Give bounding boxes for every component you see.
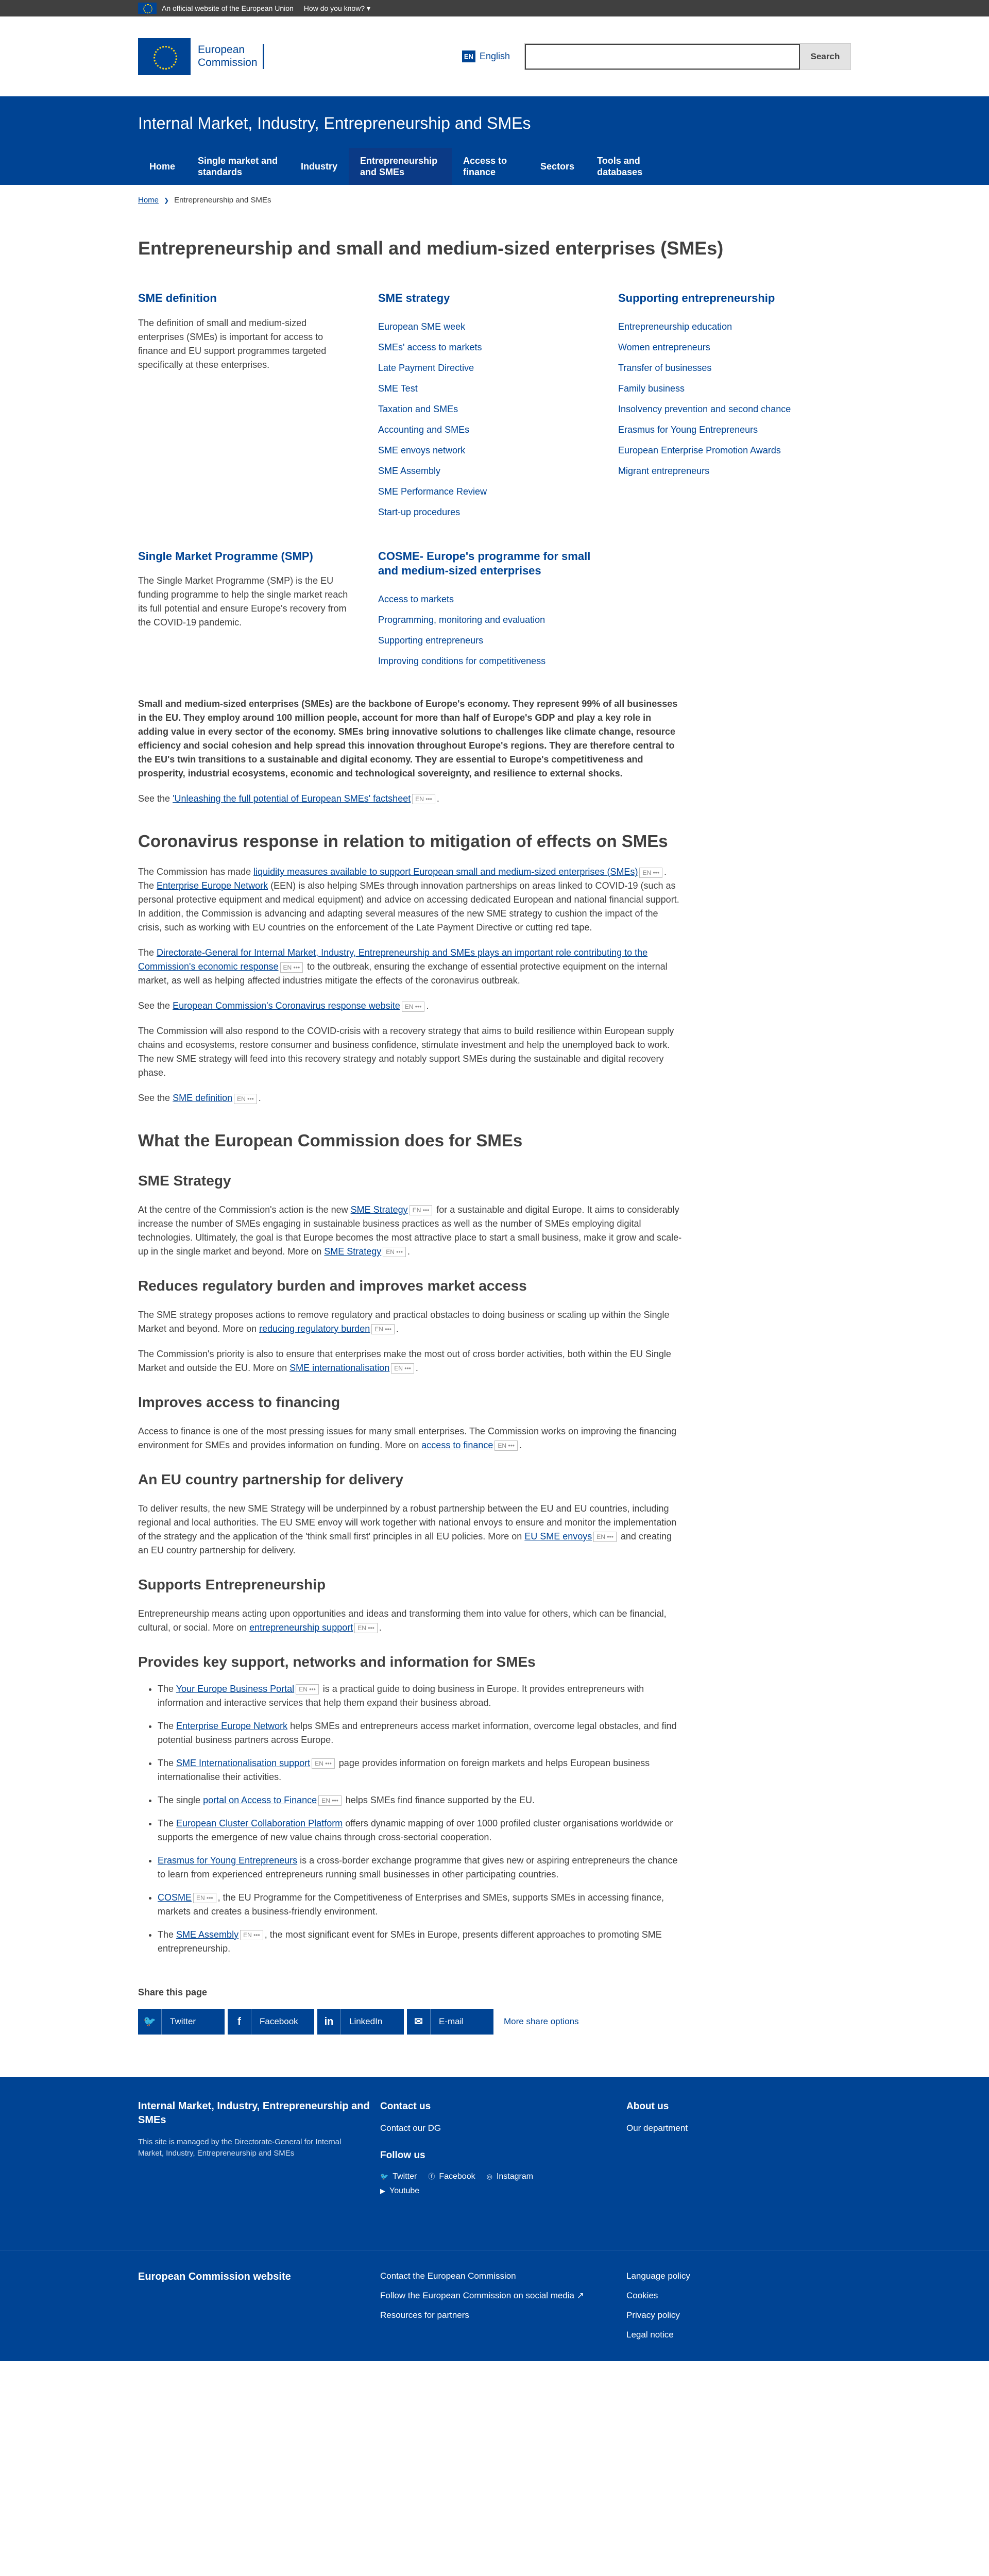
een-link[interactable]: Enterprise Europe Network (176, 1720, 288, 1731)
cosme-list (378, 589, 618, 671)
how-do-you-know-link[interactable]: How do you know? ▾ (303, 4, 371, 12)
eu-flag-icon (138, 3, 157, 14)
sme-strategy-heading: SME Strategy (138, 1172, 231, 1189)
footer-managed-text: This site is managed by the Directorate-General for Internal Market, Industry, Entrepreneurship and SMEs (138, 2137, 342, 2158)
footer-link[interactable]: Follow the European Commission on social media ↗ (380, 2290, 584, 2300)
nav-item-industry[interactable]: Industry (301, 161, 338, 172)
key-support-heading: Provides key support, networks and information for SMEs (138, 1653, 536, 1670)
partnership-heading: An EU country partnership for delivery (138, 1471, 403, 1487)
language-tag: EN ••• (193, 1893, 216, 1903)
language-selector[interactable] (462, 49, 510, 63)
share-bar (138, 2009, 851, 2035)
ec-logo[interactable] (138, 38, 264, 75)
supports-entrepreneurship-heading: Supports Entrepreneurship (138, 1576, 326, 1592)
corona-paragraph-2: The Directorate-General for Internal Market, Industry, Entrepreneurship and SMEs plays an important role contributing to the Commission's economic response EN ••• to the outbreak, ensuring the exchange of essential protective equipment on the internal market, as well as helping affected industries mitigate the effects of the coronavirus outbreak. (138, 947, 668, 986)
supports-paragraph: Entrepreneurship means acting upon opportunities and ideas and transforming them into value for others, which can be financial, cultural, or social. More on entrepreneurship support EN ••• . (138, 1608, 667, 1633)
footer-youtube-link[interactable]: ▶ Youtube (380, 2186, 420, 2195)
supporting-link[interactable]: European Enterprise Promotion Awards (618, 445, 781, 455)
cosme-link[interactable]: COSME (158, 1892, 192, 1903)
language-tag: EN ••• (494, 1440, 518, 1451)
coronavirus-heading: Coronavirus response in relation to mitigation of effects on SMEs (138, 831, 668, 851)
linkedin-icon: in (317, 2009, 341, 2035)
sme-definition-text: The definition of small and medium-sized enterprises (SMEs) is important for access to finance and EU support programmes targeted specifically at these enterprises. (138, 317, 327, 370)
supporting-list (618, 316, 851, 481)
factsheet-paragraph: See the 'Unleashing the full potential of European SMEs' factsheet EN ••• . (138, 793, 439, 804)
regulatory-burden-link[interactable]: reducing regulatory burden (259, 1323, 370, 1334)
main-navigation (138, 148, 851, 185)
cosme-link[interactable]: Access to markets (378, 594, 454, 604)
sme-strategy-link[interactable]: SME Test (378, 383, 418, 394)
supporting-link[interactable]: Entrepreneurship education (618, 321, 732, 332)
corona-paragraph-5: See the SME definition EN ••• . (138, 1093, 261, 1104)
finance-portal-link[interactable]: portal on Access to Finance (203, 1794, 317, 1805)
list-item: • The Enterprise Europe Network helps SMEs and entrepreneurs access market information, overcome legal obstacles, and find potential business partners across Europe. (158, 1719, 684, 1747)
footer-link[interactable]: Resources for partners (380, 2310, 469, 2320)
language-label: English (479, 51, 510, 61)
sme-strategy-more-link[interactable]: SME Strategy (324, 1246, 382, 1257)
site-title: Internal Market, Industry, Entrepreneurship and SMEs (138, 114, 531, 132)
nav-item-tools[interactable]: Tools and databases (597, 155, 643, 177)
list-item: • The European Cluster Collaboration Platform offers dynamic mapping of over 1000 profiled cluster organisations worldwide or supports the emergence of new value chains through cross-sectorial cooperation. (158, 1817, 684, 1844)
footer-link[interactable]: Cookies (626, 2290, 658, 2300)
language-tag: EN ••• (240, 1930, 263, 1940)
sme-strategy-card (378, 291, 618, 522)
sme-strategy-link[interactable]: SME Performance Review (378, 486, 487, 497)
nav-item-entrepreneurship[interactable]: Entrepreneurship and SMEs (349, 148, 452, 185)
supporting-link[interactable]: Erasmus for Young Entrepreneurs (618, 424, 758, 435)
footer-ec-website-link[interactable]: European Commission website (138, 2270, 291, 2282)
smp-title[interactable]: Single Market Programme (SMP) (138, 549, 313, 563)
site-banner (0, 96, 989, 185)
sme-definition-card (138, 291, 378, 522)
footer-contact-title: Contact us (380, 2100, 431, 2112)
language-tag: EN ••• (312, 1758, 335, 1769)
footer-twitter-link[interactable]: 🐦 Twitter (380, 2172, 417, 2181)
more-share-options-link[interactable]: More share options (504, 2016, 579, 2027)
site-header (0, 16, 989, 96)
facebook-icon: f (228, 2009, 251, 2035)
language-tag: EN ••• (402, 1002, 425, 1012)
supporting-entrepreneurship-title[interactable]: Supporting entrepreneurship (618, 292, 775, 304)
key-support-list (138, 1682, 684, 1956)
list-item: • The single portal on Access to Finance EN ••• helps SMEs find finance supported by the EU. (158, 1793, 684, 1807)
nav-item-access-to-finance[interactable]: Access to finance (463, 155, 507, 177)
supporting-link[interactable]: Migrant entrepreneurs (618, 465, 710, 476)
footer-site-title[interactable]: Internal Market, Industry, Entrepreneurship and SMEs (138, 2100, 370, 2126)
list-item: • Erasmus for Young Entrepreneurs is a cross-border exchange programme that gives new or aspiring entrepreneurs the chance to learn from experienced entrepreneurs running small businesses in other participating countries. (158, 1854, 684, 1882)
share-title: Share this page (138, 1987, 208, 1997)
footer-about-link[interactable]: Our department (626, 2123, 688, 2133)
cosme-link[interactable]: Improving conditions for competitiveness (378, 655, 546, 666)
search-input[interactable] (525, 44, 800, 70)
your-europe-link[interactable]: Your Europe Business Portal (176, 1683, 295, 1694)
youtube-icon: ▶ (380, 2187, 385, 2195)
footer-social-links (380, 2171, 555, 2197)
language-tag: EN ••• (318, 1795, 342, 1806)
language-tag: EN ••• (354, 1623, 378, 1633)
cosme-link[interactable]: Supporting entrepreneurs (378, 635, 484, 646)
list-item: • The Your Europe Business Portal EN ••• is a practical guide to doing business in Europe. It provides entrepreneurs with information and interactive services that help them expand their business abroad. (158, 1682, 684, 1710)
share-linkedin-button[interactable]: in LinkedIn (317, 2009, 404, 2035)
list-item: • The SME Internationalisation support EN ••• page provides information on foreign markets and helps European business internationalise their activities. (158, 1756, 684, 1784)
regulatory-heading: Reduces regulatory burden and improves market access (138, 1277, 527, 1294)
supporting-link[interactable]: Women entrepreneurs (618, 342, 710, 352)
footer-link[interactable]: Legal notice (626, 2330, 674, 2340)
language-tag: EN ••• (410, 1205, 433, 1215)
internationalisation-link[interactable]: SME internationalisation (289, 1362, 390, 1373)
main-content (138, 185, 851, 2035)
sme-strategy-list (378, 316, 618, 522)
cosme-title[interactable]: COSME- Europe's programme for small and medium-sized enterprises (378, 549, 591, 578)
sme-envoys-link[interactable]: EU SME envoys (524, 1531, 592, 1541)
partnership-paragraph: To deliver results, the new SME Strategy will be underpinned by a robust partnership between the EU and EU countries, including regional and local authorities. The EU SME envoy will work together with national envoys to ensure and monitor the implementation of the strategy and the application of the 'think small first' principles in all EU policies. More on EU SME envoys EN ••• and creating an EU country partnership for delivery. (138, 1503, 677, 1555)
footer-facebook-link[interactable]: ⓕ Facebook (428, 2172, 475, 2181)
instagram-icon: ◎ (486, 2173, 492, 2181)
nav-item-home[interactable]: Home (149, 161, 176, 172)
footer-link[interactable]: Privacy policy (626, 2310, 680, 2320)
breadcrumb (138, 185, 851, 216)
sme-strategy-link[interactable]: European SME week (378, 321, 466, 332)
regulatory-paragraph-1: The SME strategy proposes actions to remove regulatory and practical obstacles to doing business or scaling up within the Single Market and beyond. More on reducing regulatory burden EN ••• . (138, 1309, 670, 1334)
intro-paragraph: Small and medium-sized enterprises (SMEs) are the backbone of Europe's economy. They represent 99% of all businesses in the EU. They employ around 100 million people, account for more than half of Europe's GDP and play a key role in adding value in every sector of the economy. SMEs bring innovative solutions to challenges like climate change, resource efficiency and social cohesion and help spread this innovation throughout Europe's regions. They are therefore central to the EU's twin transitions to a sustainable and digital economy. They are essential to Europe's competitiveness and prosperity, industrial ecosystems, economic and technological sovereignty, and resilience to external shocks. (138, 698, 678, 778)
cosme-link[interactable]: Programming, monitoring and evaluation (378, 614, 545, 625)
breadcrumb-current: Entrepreneurship and SMEs (174, 195, 271, 205)
sme-strategy-link[interactable]: SME Assembly (378, 465, 441, 476)
nav-item-sectors[interactable]: Sectors (540, 161, 575, 172)
what-commission-does-heading: What the European Commission does for SMEs (138, 1131, 523, 1150)
smp-card (138, 549, 378, 671)
breadcrumb-home[interactable]: Home (138, 195, 159, 205)
sme-strategy-link[interactable]: SMEs' access to markets (378, 342, 482, 352)
language-tag: EN ••• (412, 794, 435, 804)
chevron-down-icon: ▾ (366, 4, 371, 12)
corona-paragraph-3: See the European Commission's Coronavirus response website EN ••• . (138, 1001, 429, 1011)
footer-about-title: About us (626, 2100, 669, 2112)
supporting-link[interactable]: Family business (618, 383, 685, 394)
sme-strategy-link[interactable]: Taxation and SMEs (378, 403, 458, 414)
footer-follow-title: Follow us (380, 2150, 425, 2161)
language-tag: EN ••• (383, 1247, 406, 1257)
corona-paragraph-4: The Commission will also respond to the COVID-crisis with a recovery strategy that aims to build resilience within European supply chains and ecosystems, restore consumer and business confidence, stimulate investment and help the unemployed back to work. The new SME strategy will feed into this recovery strategy and notably support SMEs during the sustainable and digital recovery phase. (138, 1026, 674, 1078)
search-button[interactable]: Search (800, 44, 850, 70)
chevron-right-icon: ❯ (164, 197, 169, 204)
sme-strategy-link[interactable]: SME Strategy (350, 1204, 408, 1215)
supporting-entrepreneurship-card (618, 291, 851, 522)
sme-strategy-link[interactable]: Accounting and SMEs (378, 424, 470, 435)
share-twitter-button[interactable]: 🐦 Twitter (138, 2009, 225, 2035)
eu-official-bar (0, 0, 989, 16)
supporting-link[interactable]: Insolvency prevention and second chance (618, 403, 791, 414)
topic-grid (138, 291, 851, 522)
language-tag: EN ••• (296, 1684, 319, 1694)
smp-text: The Single Market Programme (SMP) is the EU funding programme to help the single market reach its full potential and ensure Europe's recovery from the COVID-19 pandemic. (138, 575, 348, 628)
footer-contact-link[interactable]: Contact our DG (380, 2123, 441, 2133)
financing-paragraph: Access to finance is one of the most pressing issues for many small enterprises. The Commission works on improving the financing environment for SMEs and provides information on funding. More on access to finance EN ••• . (138, 1426, 677, 1450)
share-email-button[interactable]: ✉ E-mail (407, 2009, 493, 2035)
internationalisation-support-link[interactable]: SME Internationalisation support (176, 1757, 311, 1768)
coronavirus-response-link[interactable]: European Commission's Coronavirus response website (173, 1001, 400, 1011)
erasmus-link[interactable]: Erasmus for Young Entrepreneurs (158, 1855, 298, 1866)
supporting-link[interactable]: Transfer of businesses (618, 362, 712, 373)
language-tag: EN ••• (280, 962, 303, 973)
dg-grow-response-link[interactable]: Directorate-General for Internal Market, Industry, Entrepreneurship and SMEs plays an important role contributing to the Commission's economic response (138, 947, 648, 972)
eu-official-text: An official website of the European Union (162, 4, 294, 12)
programme-grid (138, 549, 851, 671)
factsheet-link[interactable]: 'Unleashing the full potential of European SMEs' factsheet (173, 793, 411, 804)
list-item: • COSME EN ••• , the EU Programme for the Competitiveness of Enterprises and SMEs, supports SMEs in accessing finance, markets and creates a business-friendly environment. (158, 1891, 684, 1919)
search-box (524, 43, 851, 70)
external-link-icon: ↗ (576, 2290, 584, 2300)
sme-strategy-link[interactable]: Late Payment Directive (378, 362, 474, 373)
language-code-badge: EN (462, 50, 475, 63)
list-item: • The SME Assembly EN ••• , the most significant event for SMEs in Europe, presents different approaches to promoting SME entrepreneurship. (158, 1928, 684, 1956)
logo-text: European Commission (198, 44, 264, 69)
cluster-platform-link[interactable]: European Cluster Collaboration Platform (176, 1818, 343, 1828)
eu-flag-icon (138, 38, 191, 75)
footer-link[interactable]: Language policy (626, 2270, 690, 2281)
sme-definition-title[interactable]: SME definition (138, 292, 217, 304)
sme-assembly-link[interactable]: SME Assembly (176, 1929, 239, 1940)
email-icon: ✉ (407, 2009, 431, 2035)
footer-corporate (0, 2250, 989, 2361)
twitter-icon: 🐦 (138, 2009, 162, 2035)
page-title: Entrepreneurship and small and medium-sized enterprises (SMEs) (138, 238, 724, 259)
entrepreneurship-support-link[interactable]: entrepreneurship support (249, 1622, 353, 1633)
sme-strategy-paragraph: At the centre of the Commission's action is the new SME Strategy EN ••• for a sustainable and digital Europe. It aims to considerably increase the number of SMEs engaging in sustainable business practices as well as the number of SMEs employing digital technologies. Ultimately, the goal is that Europe becomes the most attractive place to start a small business, make it grow and scale-up in the single market and beyond. More on SME Strategy EN ••• . (138, 1204, 682, 1257)
language-tag: EN ••• (234, 1094, 257, 1104)
sme-strategy-title[interactable]: SME strategy (378, 292, 450, 304)
language-tag: EN ••• (593, 1532, 617, 1542)
sme-strategy-link[interactable]: SME envoys network (378, 445, 466, 455)
cosme-card (378, 549, 618, 671)
liquidity-measures-link[interactable]: liquidity measures available to support European small and medium-sized enterprises (SMEs) (253, 867, 638, 877)
corona-paragraph-1: The Commission has made liquidity measures available to support European small and medium-sized enterprises (SMEs) EN ••• . The Enterprise Europe Network (EEN) is also helping SMEs through innovation partnerships on areas linked to COVID-19 (such as personal protective equipment and medical equipment) and advice on accessing dedicated European and national financial support. In addition, the Commission is advancing and adapting several measures of the new SME strategy to cushion the impact of the crisis, such as working with EU countries on the enforcement of the Late Payment Directive or cutting red tape. (138, 867, 679, 933)
nav-item-single-market[interactable]: Single market and standards (198, 155, 278, 177)
twitter-icon: 🐦 (380, 2173, 389, 2181)
share-facebook-button[interactable]: f Facebook (228, 2009, 314, 2035)
sme-definition-link[interactable]: SME definition (173, 1093, 233, 1104)
footer-link[interactable]: Contact the European Commission (380, 2270, 516, 2281)
een-link[interactable]: Enterprise Europe Network (157, 880, 268, 891)
language-tag: EN ••• (639, 868, 662, 878)
footer-site (0, 2077, 989, 2250)
footer-instagram-link[interactable]: ◎ Instagram (486, 2172, 534, 2181)
language-tag: EN ••• (371, 1324, 395, 1334)
financing-heading: Improves access to financing (138, 1394, 340, 1410)
regulatory-paragraph-2: The Commission's priority is also to ensure that enterprises make the most out of cross border activities, both within the EU Single Market and outside the EU. More on SME internationalisation EN ••• . (138, 1348, 671, 1373)
sme-strategy-link[interactable]: Start-up procedures (378, 506, 461, 517)
language-tag: EN ••• (391, 1363, 414, 1374)
facebook-icon: ⓕ (428, 2173, 435, 2181)
access-to-finance-link[interactable]: access to finance (421, 1439, 493, 1450)
